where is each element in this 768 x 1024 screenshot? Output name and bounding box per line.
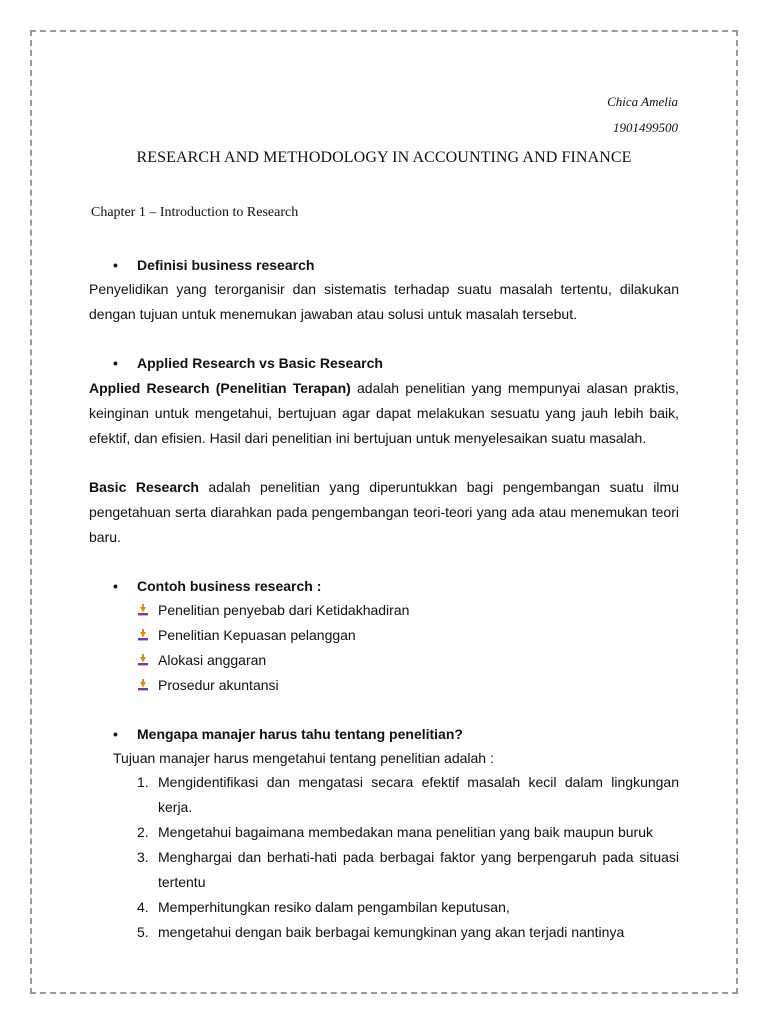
bullet-heading-definisi xyxy=(115,257,314,273)
list-item xyxy=(137,673,409,698)
heading-text: Contoh business research : xyxy=(137,578,322,594)
list-item-text: Mengidentifikasi dan mengatasi secara efektif masalah kecil dalam lingkungan kerja. xyxy=(158,774,679,815)
basic-paragraph xyxy=(89,475,679,550)
basic-term: Basic Research xyxy=(89,479,199,495)
list-item-text: Penelitian Kepuasan pelanggan xyxy=(158,627,356,643)
arrow-down-bullet-icon xyxy=(137,629,149,641)
author-id: 1901499500 xyxy=(613,120,678,135)
list-number: 2. xyxy=(137,824,149,840)
applied-body-paragraph xyxy=(89,376,679,451)
applied-body: adalah penelitian yang mempunyai alasan praktis, keinginan untuk mengetahui, bertujuan agar dapat melakukan sesuatu yang jauh lebih baik, efektif, dan efisien. Hasil dari penelitian ini bertujuan untuk menyelesaikan suatu masalah. xyxy=(89,380,680,446)
heading-text: Definisi business research xyxy=(137,257,315,273)
applied-paragraph xyxy=(89,376,679,451)
list-number: 1. xyxy=(137,774,149,790)
arrow-down-bullet-icon xyxy=(137,679,149,691)
document-title: RESEARCH AND METHODOLOGY IN ACCOUNTING AND FINANCE xyxy=(136,149,632,166)
contoh-list xyxy=(137,598,409,698)
list-item-text: Penelitian penyebab dari Ketidakhadiran xyxy=(158,602,410,618)
bullet-icon: • xyxy=(113,355,118,371)
list-item-text: Menghargai dan berhati-hati pada berbagai faktor yang berpengaruh pada situasi tertentu xyxy=(158,849,679,890)
heading-text: Applied Research vs Basic Research xyxy=(137,355,383,371)
bullet-icon: • xyxy=(113,726,118,742)
list-item-text: mengetahui dengan baik berbagai kemungkinan yang akan terjadi nantinya xyxy=(158,924,625,940)
bullet-icon: • xyxy=(113,257,118,273)
author-name: Chica Amelia xyxy=(607,94,678,109)
list-number: 5. xyxy=(137,924,149,940)
chapter-heading: Chapter 1 – Introduction to Research xyxy=(91,205,299,220)
list-item xyxy=(137,820,679,845)
definisi-paragraph xyxy=(89,277,679,327)
list-item-text: Mengetahui bagaimana membedakan mana penelitian yang baik maupun buruk xyxy=(158,824,653,840)
definisi-body: Penyelidikan yang terorganisir dan sistematis terhadap suatu masalah tertentu, dilakukan dengan tujuan untuk menemukan jawaban atau solusi untuk masalah tersebut. xyxy=(89,281,679,322)
applied-term: Applied Research (Penelitian Terapan) xyxy=(89,380,351,396)
list-item-text: Alokasi anggaran xyxy=(158,652,267,668)
basic-body-paragraph xyxy=(89,475,679,550)
list-item xyxy=(137,895,679,920)
list-item xyxy=(137,623,409,648)
list-item xyxy=(137,920,679,945)
bullet-icon: • xyxy=(113,578,118,594)
basic-body: adalah penelitian yang diperuntukkan bagi pengembangan suatu ilmu pengetahuan serta diarahkan pada pengembangan teori-teori yang ada atau menemukan teori baru. xyxy=(89,479,679,545)
mengapa-intro xyxy=(113,746,679,771)
heading-text: Mengapa manajer harus tahu tentang penelitian? xyxy=(137,726,463,742)
list-number: 3. xyxy=(137,849,149,865)
list-item xyxy=(137,648,409,673)
bullet-heading-contoh xyxy=(115,578,321,594)
mengapa-intro-text: Tujuan manajer harus mengetahui tentang penelitian adalah : xyxy=(113,750,494,766)
arrow-down-bullet-icon xyxy=(137,654,149,666)
bullet-heading-applied xyxy=(115,355,383,371)
list-item-text: Memperhitungkan resiko dalam pengambilan keputusan, xyxy=(158,899,510,915)
list-item xyxy=(137,598,409,623)
list-item xyxy=(137,845,679,895)
arrow-down-bullet-icon xyxy=(137,604,149,616)
list-number: 4. xyxy=(137,899,149,915)
list-item-text: Prosedur akuntansi xyxy=(158,677,279,693)
bullet-heading-mengapa xyxy=(115,726,463,742)
list-item xyxy=(137,770,679,820)
mengapa-numbered-list xyxy=(137,770,679,945)
